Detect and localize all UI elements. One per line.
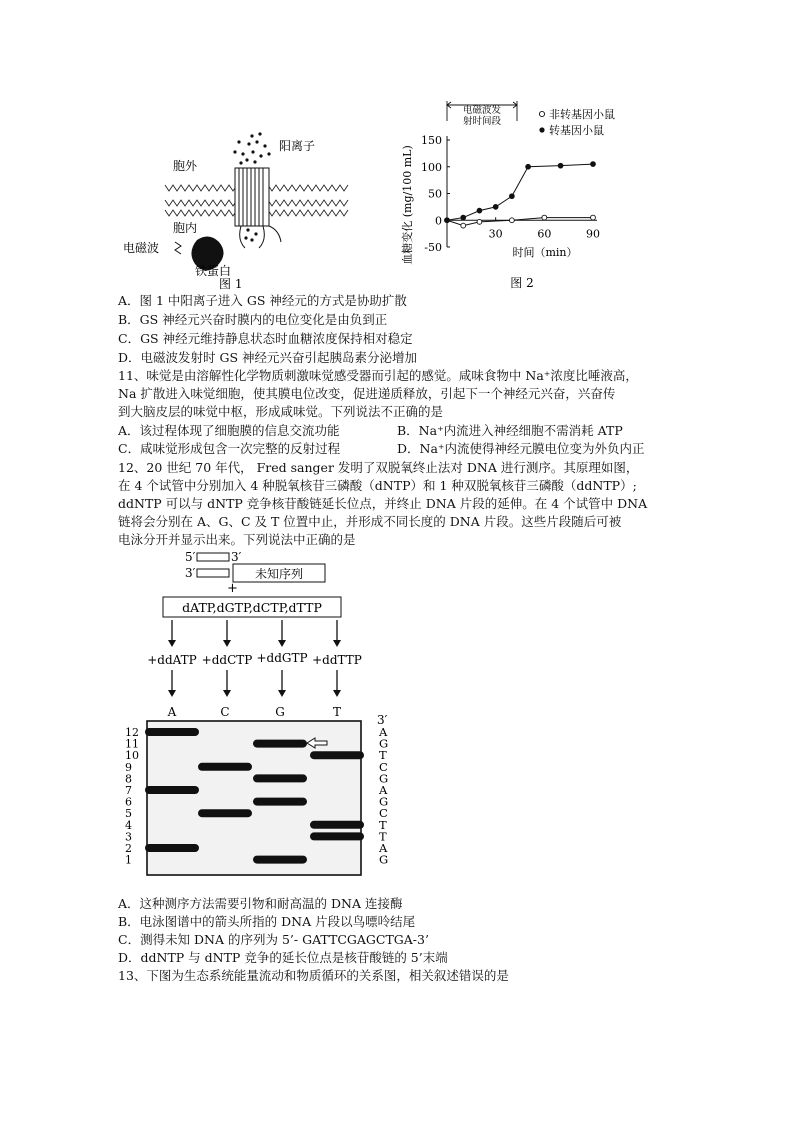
arrow-head — [278, 640, 286, 647]
plus-sign: + — [227, 581, 238, 596]
q10-option-c: C．GS 神经元维持静息状态时血糖浓度保持相对稳定 — [118, 331, 413, 346]
gel-band — [253, 740, 307, 748]
q13-stem-1: 13、下图为生态系统能量流动和物质循环的关系图，相关叙述错误的是 — [118, 968, 509, 983]
y-tick-label: 150 — [421, 134, 442, 147]
sequence-letter: G — [379, 852, 389, 867]
sequence-letter: C — [379, 806, 388, 821]
data-point — [477, 219, 482, 224]
y-tick-label: 0 — [435, 214, 442, 228]
x-tick-label: 30 — [488, 227, 503, 241]
ion-channel-protein — [235, 168, 281, 248]
q12-stem-3: ddNTP 可以与 dNTP 竞争核苷酸链延长位点，并终止 DNA 片段的延伸。在 4 个试管中 DNA — [118, 496, 648, 511]
legend-series-2: 转基因小鼠 — [549, 124, 604, 137]
label-em-wave: 电磁波 — [123, 241, 160, 255]
data-point — [461, 215, 466, 220]
label-ferritin: 铁蛋白 — [195, 264, 232, 278]
row-number: 8 — [125, 772, 132, 786]
dd-c: +ddCTP — [201, 653, 253, 667]
row-number: 7 — [125, 784, 132, 797]
row-number: 3 — [125, 830, 132, 844]
data-point — [493, 204, 498, 209]
gel-band — [253, 856, 307, 864]
gel-row-numbers — [125, 726, 139, 867]
row-number: 1 — [125, 853, 132, 867]
legend-filled-marker — [539, 127, 544, 132]
arrow-head — [278, 690, 286, 697]
lane-label-g: G — [275, 705, 285, 719]
seq-top-label: 3′ — [377, 713, 388, 727]
dd-t: +ddTTP — [312, 653, 362, 667]
row-number: 6 — [125, 795, 132, 809]
x-tick-label: 60 — [537, 227, 552, 241]
lane-label-t: T — [332, 705, 342, 719]
sequence-letter: C — [379, 759, 388, 774]
data-point — [558, 163, 563, 168]
template-3-label: 3′ — [185, 566, 196, 580]
q10-option-d: D．电磁波发射时 GS 神经元兴奋引起胰岛素分泌增加 — [118, 350, 418, 365]
row-number: 11 — [125, 737, 139, 751]
dd-a: +ddATP — [147, 653, 197, 667]
y-tick-label: 100 — [421, 160, 442, 174]
ylabel: 血糖变化 (mg/100 mL) — [401, 145, 414, 265]
lane-label-a: A — [167, 705, 177, 719]
data-point — [509, 194, 514, 199]
q11-stem-1: 11、味觉是由溶解性化学物质刺激味觉感受器而引起的感觉。咸味食物中 Na⁺浓度比唾液高， — [118, 368, 638, 383]
chart-series — [445, 162, 596, 228]
q10-option-b: B．GS 神经元兴奋时膜内的电位变化是由负到正 — [118, 312, 388, 327]
q10-option-a: A．图 1 中阳离子进入 GS 神经元的方式是协助扩散 — [118, 293, 407, 308]
unknown-seq-label: 未知序列 — [254, 567, 304, 581]
gel-band — [198, 763, 252, 771]
arrow-head — [168, 690, 176, 697]
dntp-label: dATP,dGTP,dCTP,dTTP — [182, 600, 322, 615]
label-cation: 阳离子 — [279, 139, 316, 153]
bracket-label-2: 射时间段 — [462, 116, 502, 127]
q11-stem-3: 到大脑皮层的味觉中枢，形成咸味觉。下列说法不正确的是 — [118, 404, 444, 419]
gel-band — [145, 844, 199, 852]
data-point — [591, 215, 596, 220]
row-number: 5 — [125, 807, 132, 821]
data-point — [591, 162, 596, 167]
q11-option-d: D．Na⁺内流使得神经元膜电位变为外负内正 — [397, 441, 645, 456]
figure-2-blood-glucose-chart — [395, 95, 645, 290]
gel-band — [145, 728, 199, 736]
template-strand — [197, 569, 229, 577]
arrow-head — [223, 640, 231, 647]
em-wave-icon — [175, 242, 181, 254]
x-tick-label: 90 — [586, 227, 600, 241]
arrow-head — [168, 640, 176, 647]
gel-band — [310, 832, 364, 840]
sequence-letter: G — [379, 794, 389, 809]
y-tick-label: -50 — [424, 241, 442, 254]
q12-stem-2: 在 4 个试管中分别加入 4 种脱氧核苷三磷酸（dNTP）和 1 种双脱氧核苷三磷酸（ddNTP）; — [118, 478, 637, 493]
sequence-letter: A — [379, 725, 388, 739]
row-number: 2 — [125, 842, 132, 855]
q12-option-d: D．ddNTP 与 dNTP 竞争的延长位点是核苷酸链的 5’末端 — [118, 950, 448, 965]
q12-option-a: A．这种测序方法需要引物和耐高温的 DNA 连接酶 — [118, 896, 403, 911]
q12-option-b: B．电泳图谱中的箭头所指的 DNA 片段以鸟嘌呤结尾 — [118, 914, 416, 929]
gel-band — [253, 774, 307, 782]
sequence-letter: G — [379, 771, 389, 786]
sequence-letter: T — [379, 748, 387, 763]
bracket-label-1: 电磁波发 — [462, 105, 502, 116]
gel-band — [198, 809, 252, 817]
sequence-letter: A — [379, 841, 388, 855]
q12-stem-5: 电泳分开并显示出来。下列说法中正确的是 — [118, 532, 356, 547]
row-number: 10 — [125, 749, 139, 763]
figure-1-caption: 图 1 — [219, 277, 243, 290]
sequence-letter: G — [379, 736, 389, 751]
q12-stem-4: 链将会分别在 A、G、C 及 T 位置中止，并形成不同长度的 DNA 片段。这些片段随后可被 — [118, 514, 622, 529]
arrow-head — [333, 640, 341, 647]
label-outside: 胞外 — [173, 159, 198, 173]
data-point — [477, 208, 482, 213]
q12-option-c: C．测得未知 DNA 的序列为 5’- GATTCGAGCTGA-3’ — [118, 932, 429, 947]
sequence-letter: T — [379, 829, 387, 844]
q11-option-b: B．Na⁺内流进入神经细胞不需消耗 ATP — [397, 423, 623, 438]
q11-option-a: A．该过程体现了细胞膜的信息交流功能 — [118, 423, 340, 438]
q11-stem-2: Na 扩散进入味觉细胞，使其膜电位改变，促进递质释放，引起下一个神经元兴奋，兴奋传 — [118, 386, 616, 401]
arrow-head — [333, 690, 341, 697]
label-inside: 胞内 — [173, 221, 198, 235]
primer-strand — [197, 553, 229, 561]
data-point — [461, 223, 466, 228]
arrow-head — [223, 690, 231, 697]
gel-band — [253, 798, 307, 806]
xlabel: 时间（min） — [512, 246, 578, 259]
gel-band — [310, 821, 364, 829]
chart-axes — [447, 136, 597, 247]
series-line-2 — [447, 164, 593, 220]
figure-2-caption: 图 2 — [510, 276, 534, 290]
lane-label-c: C — [220, 705, 230, 719]
sequence-letters — [378, 725, 388, 867]
series-line-1 — [447, 218, 593, 226]
dd-g: +ddGTP — [256, 651, 308, 665]
data-point — [526, 164, 531, 169]
row-number: 4 — [125, 818, 132, 832]
legend-open-marker — [539, 111, 544, 116]
figure-1-membrane-diagram — [115, 130, 355, 290]
data-point — [542, 215, 547, 220]
primer-3-label: 3′ — [231, 550, 242, 564]
primer-5-label: 5′ — [185, 550, 196, 564]
legend-series-1: 非转基因小鼠 — [549, 108, 615, 121]
row-number: 12 — [125, 726, 139, 739]
gel-band — [145, 786, 199, 794]
sequence-letter: A — [379, 783, 388, 797]
row-number: 9 — [125, 760, 132, 774]
sanger-sequencing-diagram — [115, 548, 415, 878]
q11-option-c: C．咸味觉形成包含一次完整的反射过程 — [118, 441, 341, 456]
data-point — [445, 218, 450, 223]
sequence-letter: T — [379, 817, 387, 832]
gel-band — [310, 751, 364, 759]
q12-stem-1: 12、20 世纪 70 年代， Fred sanger 发明了双脱氧终止法对 DNA 进行测序。其原理如图， — [118, 460, 639, 475]
y-tick-label: 50 — [428, 187, 442, 201]
data-point — [509, 218, 514, 223]
